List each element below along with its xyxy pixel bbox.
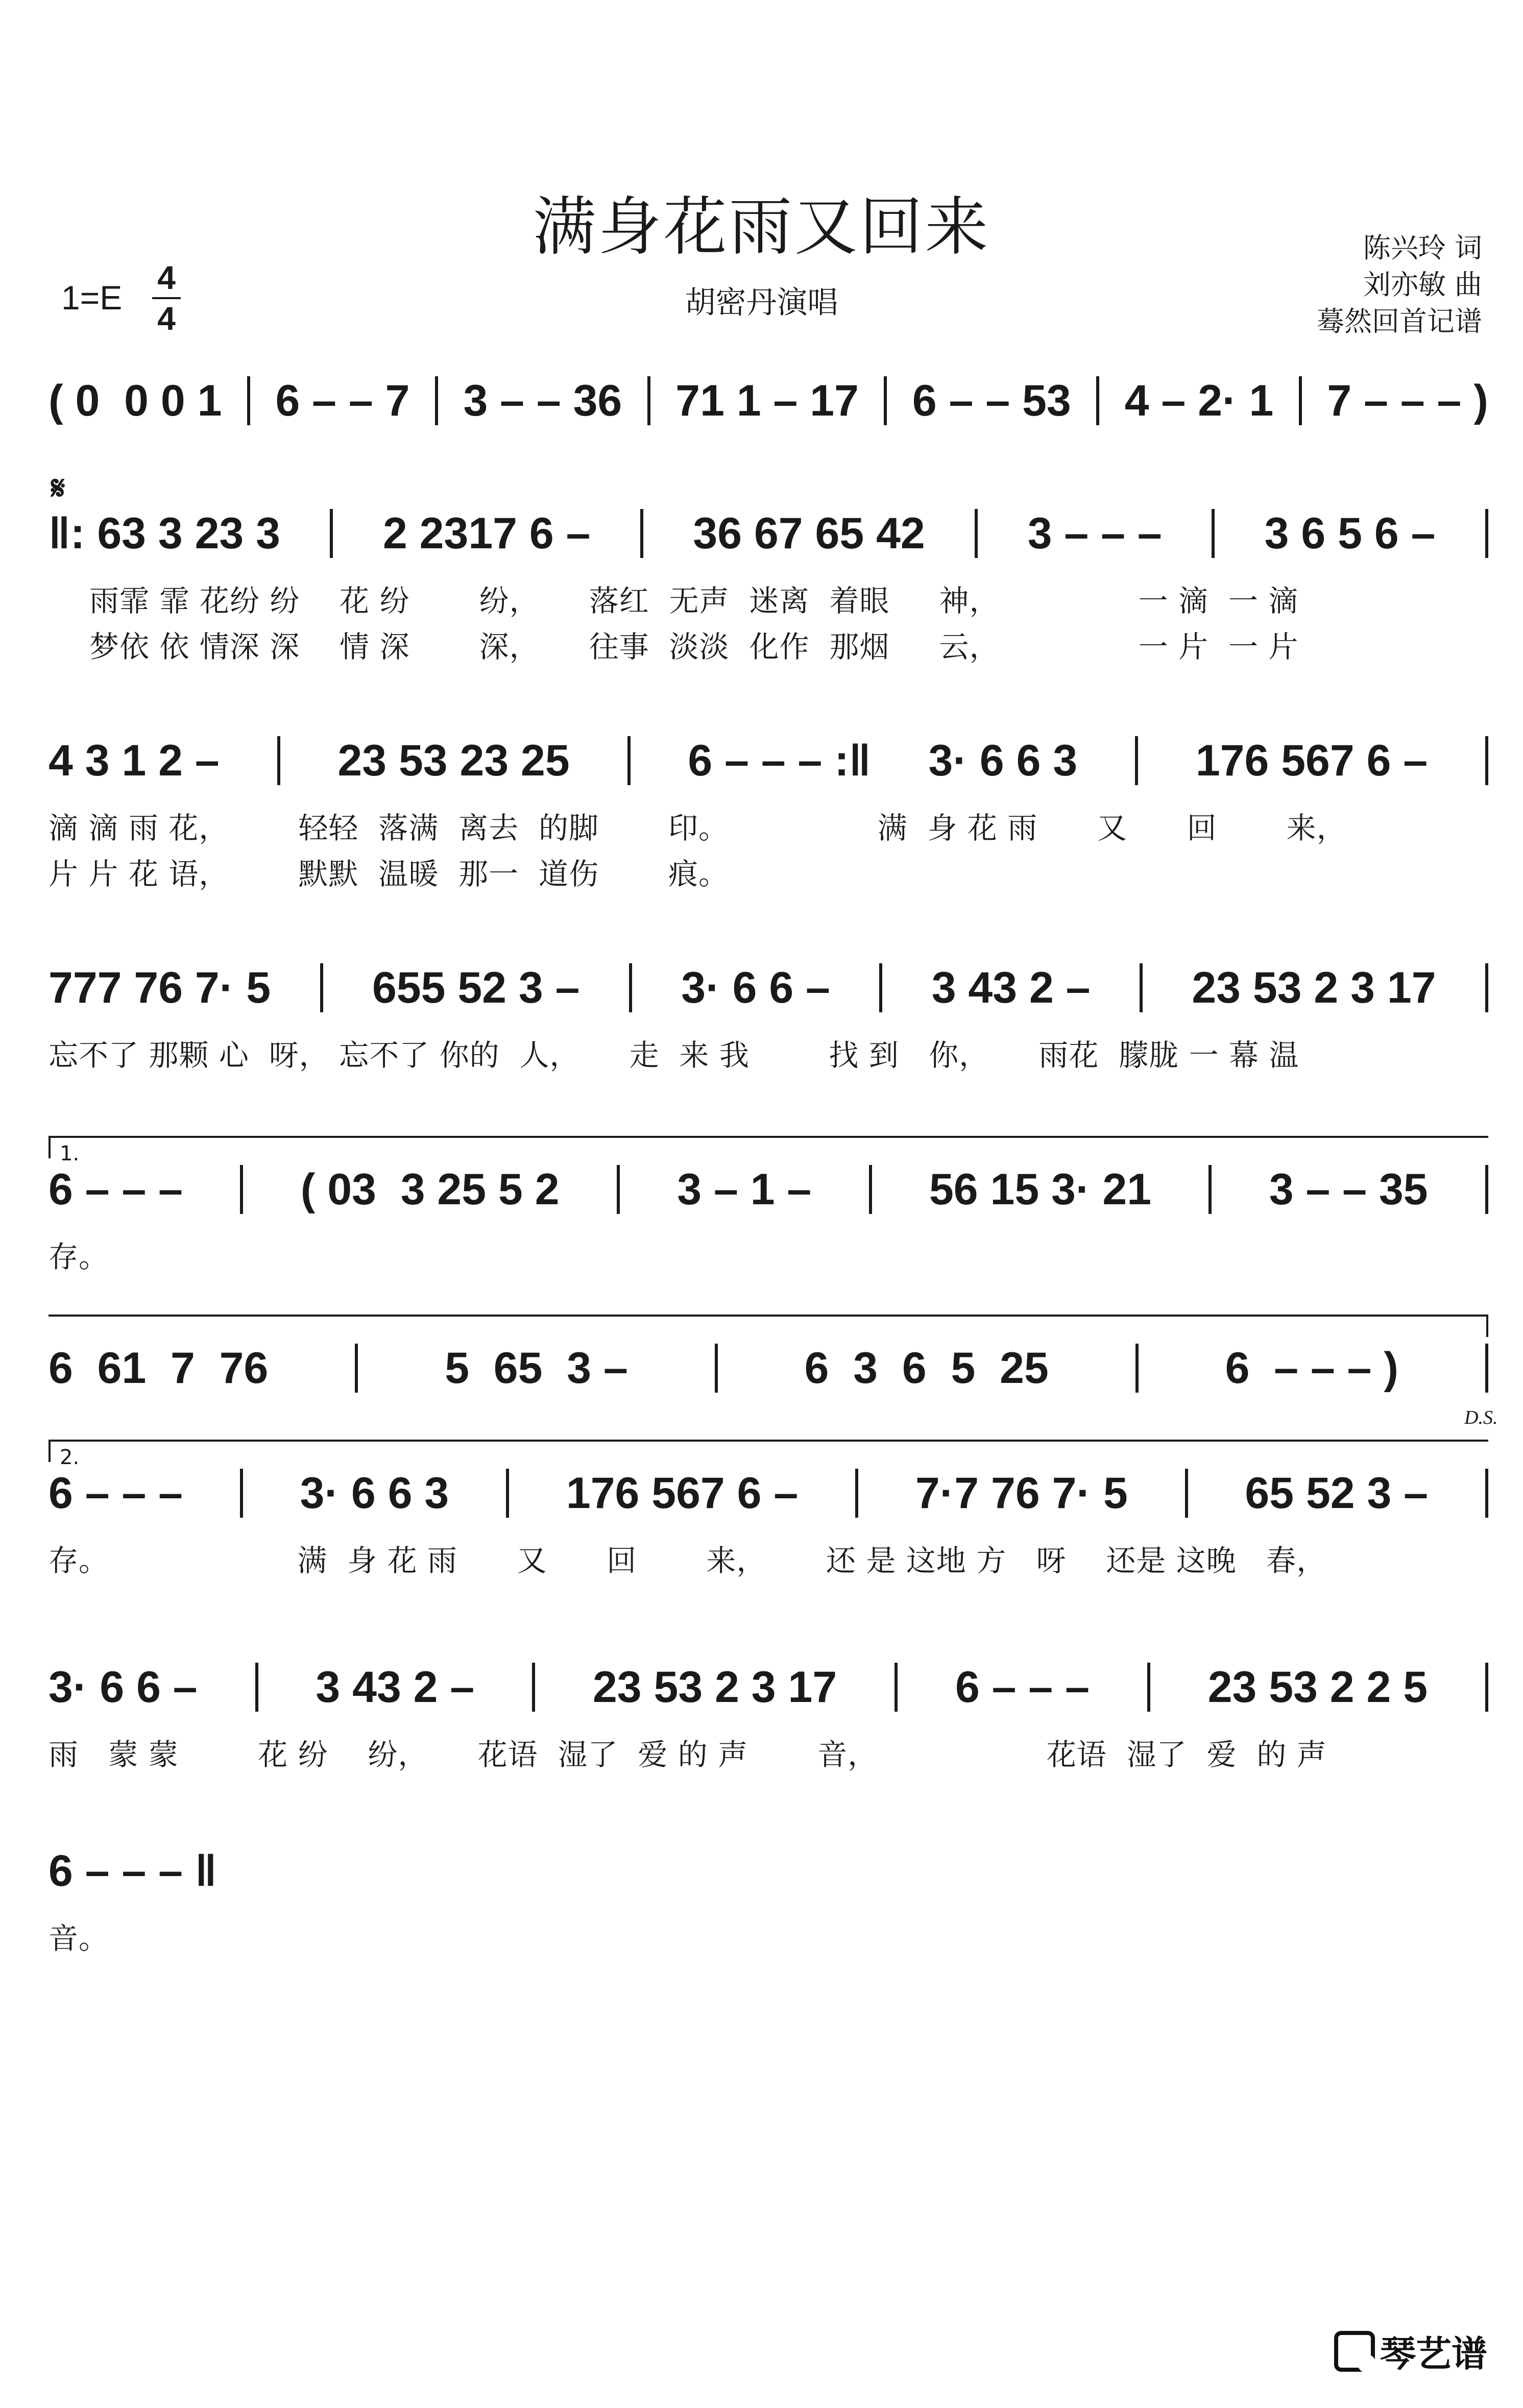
measure: 6 – – – :‖ (688, 736, 871, 785)
barline (330, 509, 333, 558)
transcriber-credit: 蓦然回首记谱 (1317, 305, 1482, 337)
volta-bracket-1 (49, 1136, 1488, 1165)
notes-row (49, 1156, 1488, 1223)
key-signature: 1=E (61, 279, 123, 317)
measure: 3 – – 36 (463, 376, 622, 425)
singer-credit: 胡密丹演唱 (685, 285, 838, 321)
lyrics-verse-1: 存。 满 身 花 雨 又 回 来， 还 是 这地 方 呀 还是 这晚 春， (49, 1543, 1327, 1578)
barline (895, 1663, 898, 1712)
dal-segno-mark: D.S. (1464, 1407, 1498, 1428)
time-signature-bottom: 4 (157, 300, 176, 337)
barline (855, 1469, 858, 1518)
barline (617, 1165, 620, 1214)
barline (320, 963, 323, 1012)
measure: 3 43 2 – (316, 1662, 475, 1712)
measure: 6 – – – ) (1225, 1343, 1399, 1393)
barline (240, 1469, 243, 1518)
lyrics-verse-1: 滴 滴 雨 花， 轻轻 落满 离去 的脚 印。 满 身 花 雨 又 回 来， (49, 811, 1347, 845)
composer-credit: 刘亦敏 曲 (1363, 269, 1482, 301)
barline (1135, 1344, 1139, 1393)
page-title: 满身花雨又回来 (533, 190, 990, 264)
barline (879, 963, 882, 1012)
measure: 3 – – 35 (1269, 1164, 1428, 1214)
watermark-logo (1334, 2325, 1487, 2377)
barline (1485, 1165, 1488, 1214)
measure: 655 52 3 – (372, 963, 580, 1012)
measure: 65 52 3 – (1245, 1468, 1429, 1518)
measure: 23 53 23 25 (337, 736, 570, 785)
lyrics-verse-1: 雨 蒙 蒙 花 纷 纷， 花语 湿了 爱 的 声 音， 花语 湿了 爱 的 声 (49, 1737, 1327, 1772)
measure: 6 – – – ‖ (49, 1846, 217, 1895)
measure: 176 567 6 – (566, 1468, 799, 1518)
logo-text: 琴艺谱 (1380, 2333, 1487, 2375)
barline (975, 509, 978, 558)
barline (247, 376, 250, 425)
barline (1185, 1469, 1188, 1518)
barline (1140, 963, 1143, 1012)
measure: 6 3 6 5 25 (804, 1343, 1049, 1393)
lyrics-verse-1: 音。 (49, 1921, 109, 1956)
measure: 2 2317 6 – (382, 508, 591, 558)
barline (629, 963, 632, 1012)
measure: 56 15 3· 21 (929, 1164, 1152, 1214)
measure: 3 – – – (1027, 508, 1162, 558)
final-barline (1485, 1344, 1488, 1393)
volta-label: 2. (60, 1446, 80, 1469)
measure: ( 0 0 0 1 (49, 376, 222, 425)
barline (532, 1663, 535, 1712)
measure: 6 – – – (49, 1468, 183, 1518)
notes-row (49, 1460, 1488, 1526)
notes-row (49, 955, 1488, 1021)
measure: 5 65 3 – (445, 1343, 628, 1393)
barline (1485, 509, 1488, 558)
measure: 23 53 2 2 5 (1207, 1662, 1428, 1712)
lyrics-verse-2: 梦依 依 情深 深 情 深 深， 往事 淡淡 化作 那烟 云， 一 片 一 片 (89, 629, 1299, 664)
measure: 176 567 6 – (1195, 736, 1428, 785)
time-signature-line (152, 297, 181, 299)
measure: ( 03 3 25 5 2 (300, 1164, 560, 1214)
logo-icon (1334, 2331, 1375, 2372)
barline (277, 736, 280, 785)
notes-row (49, 368, 1488, 434)
barline (1485, 1663, 1488, 1712)
volta-label: 1. (60, 1142, 80, 1165)
barline (355, 1344, 358, 1393)
volta-tick (49, 1442, 51, 1462)
measure: 3· 6 6 3 (928, 736, 1078, 785)
notes-row (49, 500, 1488, 567)
barline (640, 509, 643, 558)
barline (1147, 1663, 1150, 1712)
barline (255, 1663, 258, 1712)
measure: 3· 6 6 – (681, 963, 830, 1012)
barline (1485, 963, 1488, 1012)
notes-row (49, 727, 1488, 794)
measure: 3· 6 6 3 (300, 1468, 449, 1518)
measure: 777 76 7· 5 (49, 963, 271, 1012)
lyrics-verse-1: 雨霏 霏 花纷 纷 花 纷 纷， 落红 无声 迷离 着眼 神， 一 滴 一 滴 (89, 583, 1299, 618)
barline (506, 1469, 509, 1518)
measure: ‖: 63 3 23 3 (49, 508, 280, 558)
segno-sign: 𝄋 (51, 470, 65, 507)
barline (1208, 1165, 1212, 1214)
time-signature-top: 4 (157, 259, 176, 296)
volta-bracket-1-continued (49, 1315, 1488, 1317)
volta-tick (1486, 1317, 1488, 1337)
measure: 6 – – – (955, 1662, 1090, 1712)
volta-tick (49, 1138, 51, 1158)
measure: 3 43 2 – (931, 963, 1091, 1012)
barline (884, 376, 887, 425)
barline (1485, 1469, 1488, 1518)
measure: 7·7 76 7· 5 (915, 1468, 1128, 1518)
barline (647, 376, 650, 425)
lyrics-verse-1: 存。 (49, 1239, 109, 1274)
volta-bracket-2 (49, 1440, 1488, 1469)
lyrics-verse-2: 片 片 花 语， 默默 温暖 那一 道伤 痕。 (49, 857, 729, 891)
measure: 6 – – – (49, 1164, 183, 1214)
measure: 6 – – 7 (275, 376, 410, 425)
measure: 3· 6 6 – (49, 1662, 198, 1712)
measure: 7 – – – ) (1327, 376, 1488, 425)
barline (240, 1165, 243, 1214)
measure: 4 3 1 2 – (49, 736, 220, 785)
barline (627, 736, 631, 785)
notes-row (49, 1654, 1488, 1720)
barline (1299, 376, 1302, 425)
barline (435, 376, 438, 425)
barline (1212, 509, 1215, 558)
barline (1096, 376, 1099, 425)
credits (1317, 230, 1482, 340)
measure: 4 – 2· 1 (1124, 376, 1274, 425)
notes-row (49, 1335, 1488, 1401)
lyricist-credit: 陈兴玲 词 (1363, 232, 1482, 264)
barline (1485, 736, 1488, 785)
time-signature (152, 259, 181, 337)
barline (715, 1344, 718, 1393)
measure: 23 53 2 3 17 (592, 1662, 837, 1712)
measure: 3 – 1 – (677, 1164, 812, 1214)
measure: 6 61 7 76 (49, 1343, 269, 1393)
lyrics-verse-1: 忘不了 那颗 心 呀， 忘不了 你的 人， 走 来 我 找 到 你， 雨花 朦胧 一 幕 温 (49, 1038, 1299, 1073)
measure: 23 53 2 3 17 (1192, 963, 1436, 1012)
measure: 3 6 5 6 – (1264, 508, 1436, 558)
measure: 71 1 – 17 (675, 376, 859, 425)
barline (869, 1165, 872, 1214)
measure: 6 – – 53 (912, 376, 1071, 425)
measure: 36 67 65 42 (693, 508, 925, 558)
notes-row (49, 1838, 304, 1904)
barline (1135, 736, 1138, 785)
